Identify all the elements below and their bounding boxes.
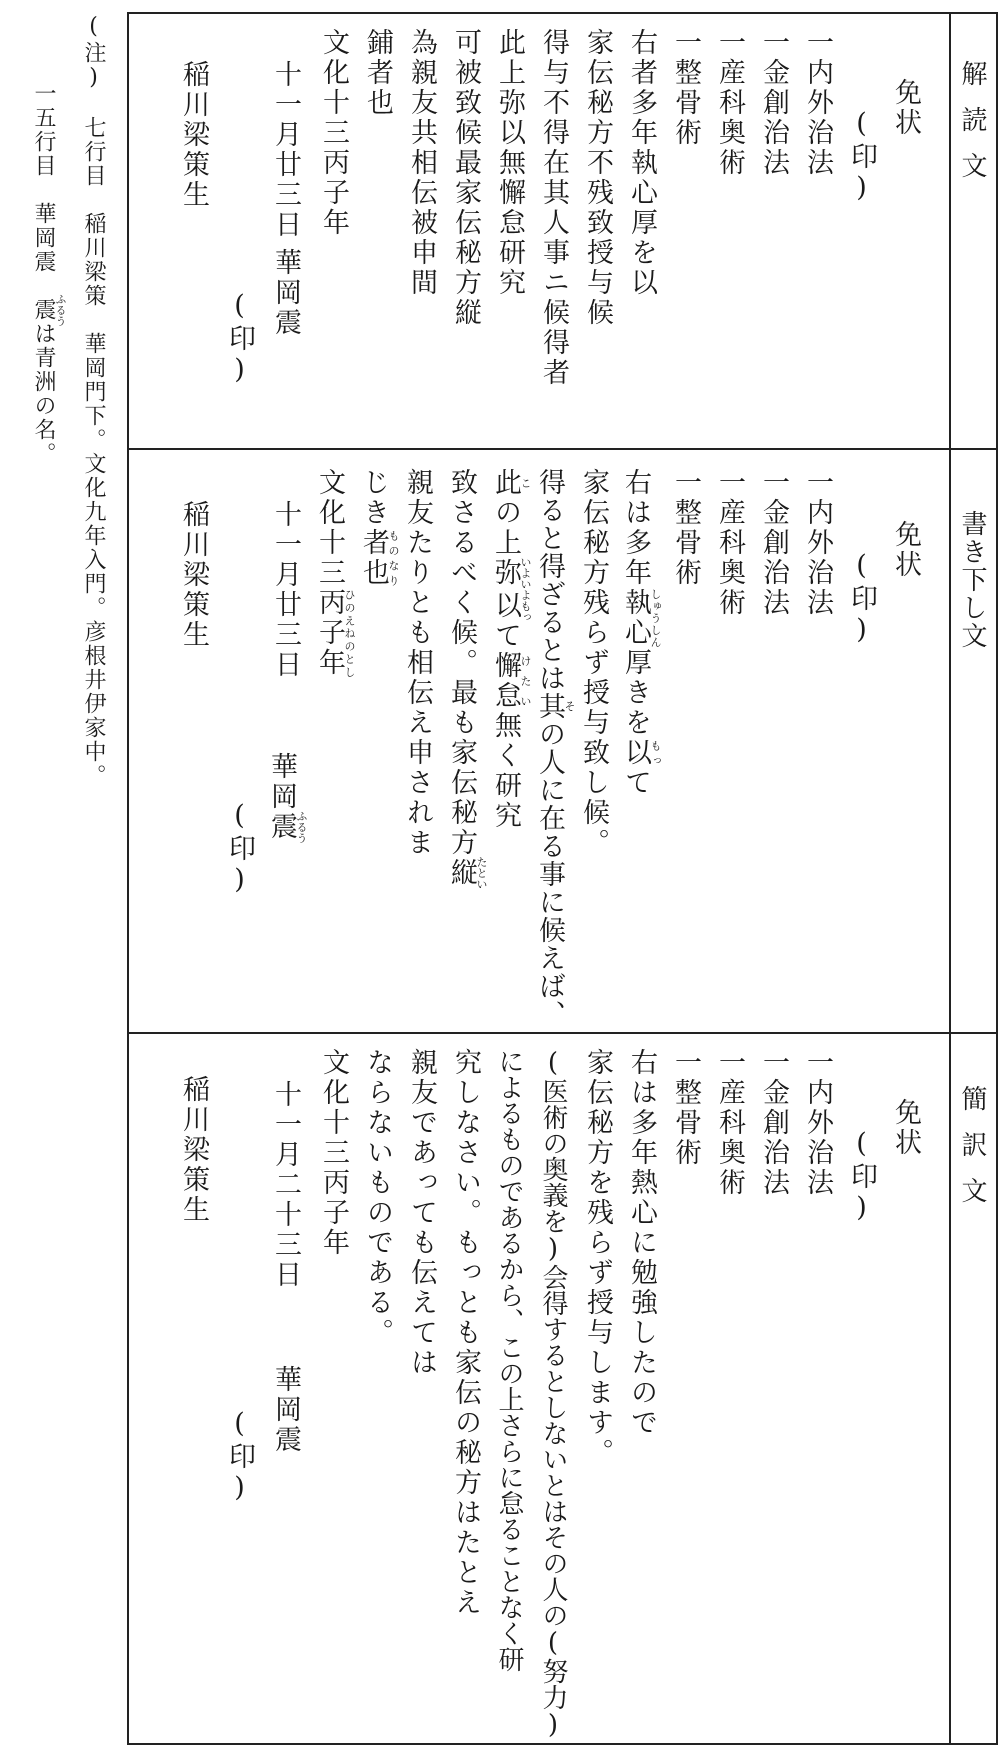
ruby-reading: しゅうしん bbox=[649, 588, 662, 648]
section-label-kakikudashi: 書き下し文 bbox=[957, 510, 987, 650]
ruby-reading: いよいよもっ bbox=[519, 556, 532, 623]
body-line: ならないものである。 bbox=[362, 1048, 393, 1348]
body-line: 家伝秘方残らず授与致し候。 bbox=[578, 468, 609, 858]
body-line: じき者也ものなり bbox=[358, 468, 400, 588]
recipient-name: 稲川梁策生 bbox=[178, 60, 209, 210]
body-line: 親友たりとも相伝え申されま bbox=[402, 468, 433, 858]
ruby-reading: ものなり bbox=[387, 528, 400, 588]
certificate-title: 免状 bbox=[890, 520, 921, 580]
era-line: 文化十三丙子年 bbox=[318, 1048, 349, 1258]
footnote-line bbox=[32, 82, 67, 466]
era-line: 文化十三丙子年 bbox=[318, 28, 349, 238]
body-line: 親友であっても伝えては bbox=[406, 1048, 437, 1378]
issuer-name: 華岡震 bbox=[270, 1365, 301, 1455]
seal-bottom: (印) bbox=[224, 290, 255, 388]
section-divider bbox=[127, 1032, 998, 1034]
seal-bottom: (印) bbox=[224, 800, 255, 898]
item-line: 一産科奥術 bbox=[714, 1048, 745, 1198]
seal-top: (印) bbox=[846, 550, 877, 648]
body-line: 右は多年執心しゅうしん厚きを以もって bbox=[620, 468, 662, 798]
item-line: 一整骨術 bbox=[670, 1048, 701, 1168]
body-line: 右は多年熱心に勉強したので bbox=[626, 1048, 657, 1438]
footnote-line: (注) 七行目 稲川梁策 華岡門下。文化九年入門。彦根井伊家中。 bbox=[81, 14, 106, 788]
date-line: 十一月二十三日 bbox=[270, 1080, 301, 1290]
date-line: 十一月廿三日 bbox=[270, 500, 301, 680]
ruby-reading: もっ bbox=[649, 738, 662, 768]
certificate-title: 免状 bbox=[890, 78, 921, 138]
footnote-text: は青洲の名。 bbox=[31, 322, 56, 466]
item-line: 一産科奥術 bbox=[714, 468, 745, 618]
certificate-title: 免状 bbox=[890, 1098, 921, 1158]
body-line: 此上弥以無懈怠研究 bbox=[494, 28, 525, 298]
label-column-divider bbox=[949, 12, 951, 1745]
ruby-reading: そ bbox=[563, 692, 576, 720]
footnote-text: 一五行目 華岡震 bbox=[31, 82, 56, 298]
body-line: によるものであるから、この上さらに怠ることなく研 bbox=[494, 1048, 524, 1672]
section-label-kaidoku: 解読文 bbox=[957, 60, 987, 198]
item-line: 一内外治法 bbox=[802, 1048, 833, 1198]
ruby-reading: たとい bbox=[475, 856, 488, 890]
item-line: 一金創治法 bbox=[758, 28, 789, 178]
body-line: 右者多年執心厚を以 bbox=[626, 28, 657, 298]
date-line: 十一月廿三日 bbox=[270, 60, 301, 240]
body-line: 此この上弥以いよいよもって懈怠けたい無く研究 bbox=[490, 468, 532, 831]
recipient-name: 稲川梁策生 bbox=[178, 1075, 209, 1225]
body-line: 家伝秘方を残らず授与します。 bbox=[582, 1048, 613, 1468]
seal-top: (印) bbox=[846, 1128, 877, 1226]
item-line: 一内外治法 bbox=[802, 28, 833, 178]
item-line: 一整骨術 bbox=[670, 28, 701, 148]
era-line: 文化十三丙子年ひのえねのとし bbox=[314, 468, 356, 678]
item-line: 一整骨術 bbox=[670, 468, 701, 588]
ruby-reading: ひのえねのとし bbox=[343, 588, 356, 678]
ruby-reading: けたい bbox=[519, 651, 532, 711]
item-line: 一産科奥術 bbox=[714, 28, 745, 178]
section-label-kanyaku: 簡訳文 bbox=[957, 1085, 987, 1223]
recipient-name: 稲川梁策生 bbox=[178, 500, 209, 650]
footnote-ruby-base: 震 bbox=[31, 293, 56, 327]
body-line: 可被致候最家伝秘方縦 bbox=[450, 28, 481, 328]
item-line: 一金創治法 bbox=[758, 1048, 789, 1198]
ruby-reading: ふるう bbox=[295, 810, 308, 844]
body-line: (医術の奥義を)会得するとしないとはその人の(努力) bbox=[538, 1048, 568, 1740]
item-line: 一金創治法 bbox=[758, 468, 789, 618]
body-line: 為親友共相伝被申間 bbox=[406, 28, 437, 298]
issuer-name: 華岡震 bbox=[270, 248, 301, 338]
body-line: 究しなさい。もっとも家伝の秘方はたとえ bbox=[450, 1048, 481, 1618]
seal-bottom: (印) bbox=[224, 1408, 255, 1506]
body-line: 家伝秘方不残致授与候 bbox=[582, 28, 613, 328]
body-line: 得与不得在其人事ニ候得者 bbox=[538, 28, 569, 388]
ruby-reading: こ bbox=[519, 468, 532, 498]
ruby-reading: ふるう bbox=[54, 293, 67, 327]
section-divider bbox=[127, 448, 998, 450]
body-line: 致さるべく候。最も家伝秘方縦たとい bbox=[446, 468, 488, 890]
issuer-name: 華岡震ふるう bbox=[266, 752, 308, 844]
body-line: 得ると得ざるとは其その人に在る事に候えば、 bbox=[534, 468, 576, 1028]
item-line: 一内外治法 bbox=[802, 468, 833, 618]
seal-top: (印) bbox=[846, 108, 877, 206]
body-line: 鋪者也 bbox=[362, 28, 393, 118]
